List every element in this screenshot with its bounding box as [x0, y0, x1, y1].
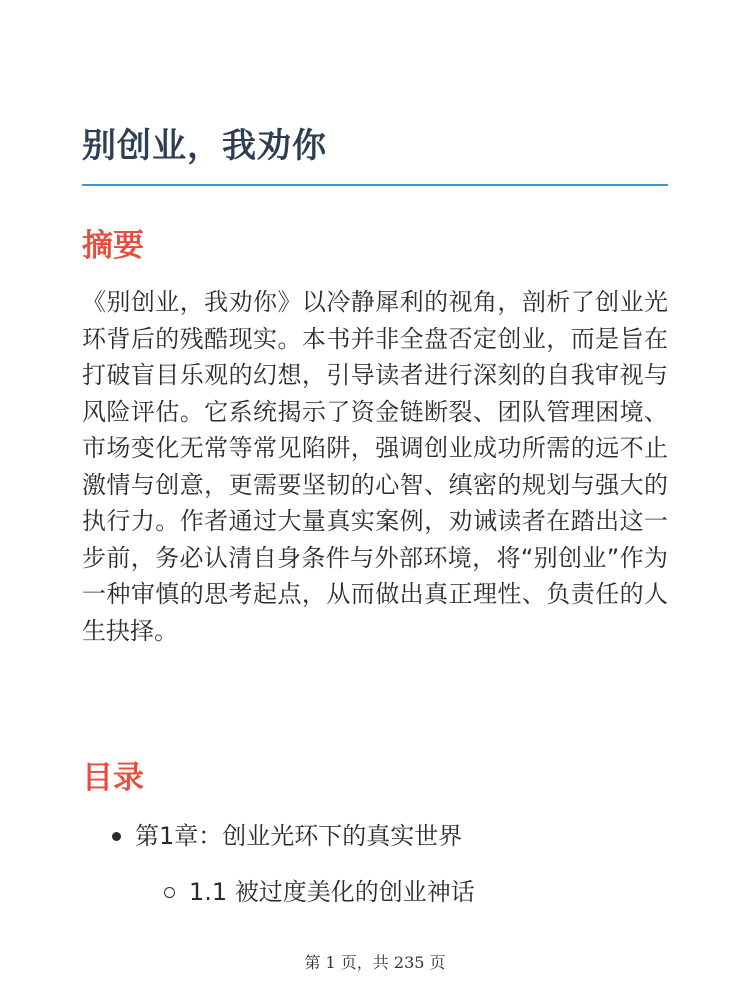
abstract-paragraph: 《别创业，我劝你》以冷静犀利的视角，剖析了创业光环背后的残酷现实。本书并非全盘否定创业，而是旨在打破盲目乐观的幻想，引导读者进行深刻的自我审视与风险评估。它系统揭示了资金链断裂、团队管理困境、市场变化无常等常见陷阱，强调创业成功所需的远不止激情与创意，更需要坚韧的心智、缜密的规划与强大的执行力。作者通过大量真实案例，劝诫读者在踏出这一步前，务必认清自身条件与外部环境，将“别创业”作为一种审慎的思考起点，从而做出真正理性、负责任的人生抉择。: [82, 288, 668, 645]
abstract-heading: 摘要: [82, 228, 144, 264]
hollow-bullet-icon: [164, 887, 175, 898]
page-number-footer: 第 1 页，共 235 页: [304, 953, 446, 972]
title-divider: [82, 184, 668, 186]
toc-item-chapter-1[interactable]: [82, 816, 668, 856]
toc-item-label: 1.1 被过度美化的创业神话: [189, 878, 475, 906]
toc-item-section-1-1[interactable]: [82, 872, 668, 912]
table-of-contents: [82, 816, 668, 912]
document-title: 别创业，我劝你: [82, 126, 327, 166]
toc-item-label: 第1章：创业光环下的真实世界: [135, 822, 463, 850]
filled-bullet-icon: [112, 832, 121, 841]
toc-heading: 目录: [82, 760, 144, 796]
